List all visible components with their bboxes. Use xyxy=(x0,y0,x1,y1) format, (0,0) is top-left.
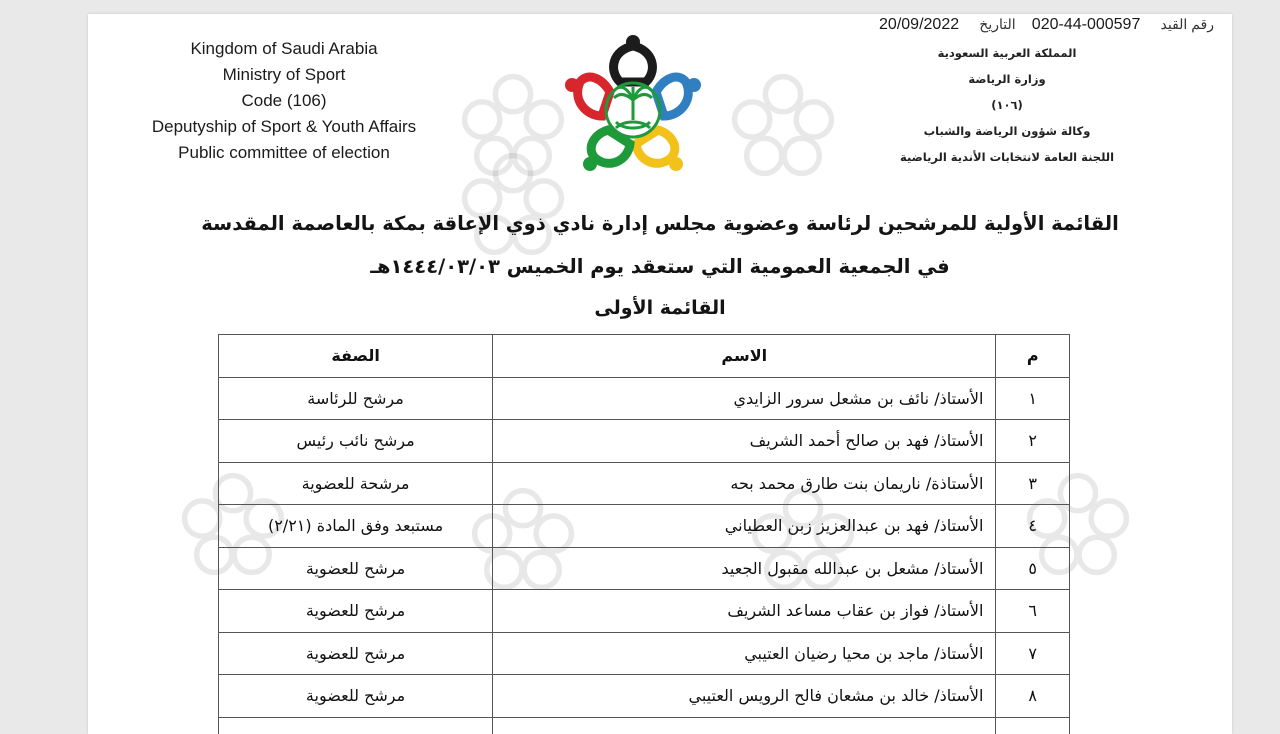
table-row xyxy=(219,505,1070,548)
row-number: ٥ xyxy=(996,547,1070,590)
table-row xyxy=(219,590,1070,633)
candidate-name: الأستاذ/ فواز بن عقاب مساعد الشريف xyxy=(493,590,996,633)
candidate-role: مستبعد وفق المادة (٢/٢١) xyxy=(219,505,493,548)
letterhead-line-code: Code (106) xyxy=(241,91,327,110)
table-row xyxy=(219,420,1070,463)
record-number-label: رقم القيد xyxy=(1160,16,1214,32)
row-number: ٧ xyxy=(996,632,1070,675)
row-number: ٣ xyxy=(996,462,1070,505)
candidate-name: الأستاذة/ ناريمان بنت طارق محمد بحه xyxy=(493,462,996,505)
letterhead-line-ministry-ar: وزارة الرياضة xyxy=(968,72,1046,86)
document-page xyxy=(88,14,1232,734)
letterhead-line-deputyship-ar: وكالة شؤون الرياضة والشباب xyxy=(923,124,1091,138)
letterhead-line-code-ar: (١٠٦) xyxy=(991,98,1023,112)
table-row xyxy=(219,377,1070,420)
ministry-of-sport-logo-icon xyxy=(558,30,708,180)
row-number: ١ xyxy=(996,377,1070,420)
candidate-name: الأستاذ/ فهد بن صالح أحمد الشريف xyxy=(493,420,996,463)
column-header-name: الاسم xyxy=(493,335,996,378)
watermark-emblem-icon xyxy=(728,70,838,180)
candidate-name: الأستاذ/ مشعل بن عبدالله مقبول الجعيد xyxy=(493,547,996,590)
letterhead-line-deputyship: Deputyship of Sport & Youth Affairs xyxy=(151,117,417,136)
table-row xyxy=(219,632,1070,675)
letterhead-line-committee-ar: اللجنة العامة لانتخابات الأندية الرياضية xyxy=(899,150,1115,164)
candidate-name: الأستاذ/ فهد بن عبدالعزيز زبن العطياني xyxy=(493,505,996,548)
arabic-letterhead xyxy=(887,40,1127,170)
letterhead-line-committee: Public committee of election xyxy=(178,143,390,162)
table-row xyxy=(219,547,1070,590)
candidate-name: الأستاذ/ نائف بن مشعل سرور الزايدي xyxy=(493,377,996,420)
candidate-role: مرشح للعضوية xyxy=(219,632,493,675)
candidate-role: مرشح للعضوية xyxy=(219,547,493,590)
list-heading: القائمة الأولى xyxy=(594,297,726,319)
document-subtitle: في الجمعية العمومية التي ستعقد يوم الخميس ١٤٤٤/٠٣/٠٣هـ xyxy=(370,255,950,278)
candidate-role: مرشح للعضوية xyxy=(219,675,493,718)
row-number: ٨ xyxy=(996,675,1070,718)
table-row xyxy=(219,462,1070,505)
letterhead-line-country-ar: المملكة العربية السعودية xyxy=(937,46,1077,60)
english-letterhead xyxy=(114,36,454,166)
row-number: ٤ xyxy=(996,505,1070,548)
row-number: ٦ xyxy=(996,590,1070,633)
column-header-number: م xyxy=(996,335,1070,378)
candidate-name: الأستاذ/ خالد بن مشعان فالح الرويس العتيبي xyxy=(493,675,996,718)
candidate-role: مرشح للعضوية xyxy=(219,590,493,633)
letterhead-line-ministry: Ministry of Sport xyxy=(222,65,346,84)
table-header-row xyxy=(219,335,1070,378)
candidate-name: الأستاذ/ ماجد بن محيا رضيان العتيبي xyxy=(493,632,996,675)
record-number: 020-44-000597 xyxy=(1031,16,1141,33)
candidate-role: مرشح نائب رئيس xyxy=(219,420,493,463)
letterhead-line-country: Kingdom of Saudi Arabia xyxy=(190,39,378,58)
column-header-role: الصفة xyxy=(219,335,493,378)
candidate-role: مرشح للرئاسة xyxy=(219,377,493,420)
watermark-emblem-icon xyxy=(458,149,568,259)
document-date: 20/09/2022 xyxy=(879,16,960,33)
document-title: القائمة الأولية للمرشحين لرئاسة وعضوية مجلس إدارة نادي ذوي الإعاقة بمكة بالعاصمة المقدسة xyxy=(201,212,1119,235)
candidates-table xyxy=(218,334,1070,734)
table-row xyxy=(219,675,1070,718)
candidate-role: مرشحة للعضوية xyxy=(219,462,493,505)
row-number: ٢ xyxy=(996,420,1070,463)
date-label: التاريخ xyxy=(979,16,1016,32)
